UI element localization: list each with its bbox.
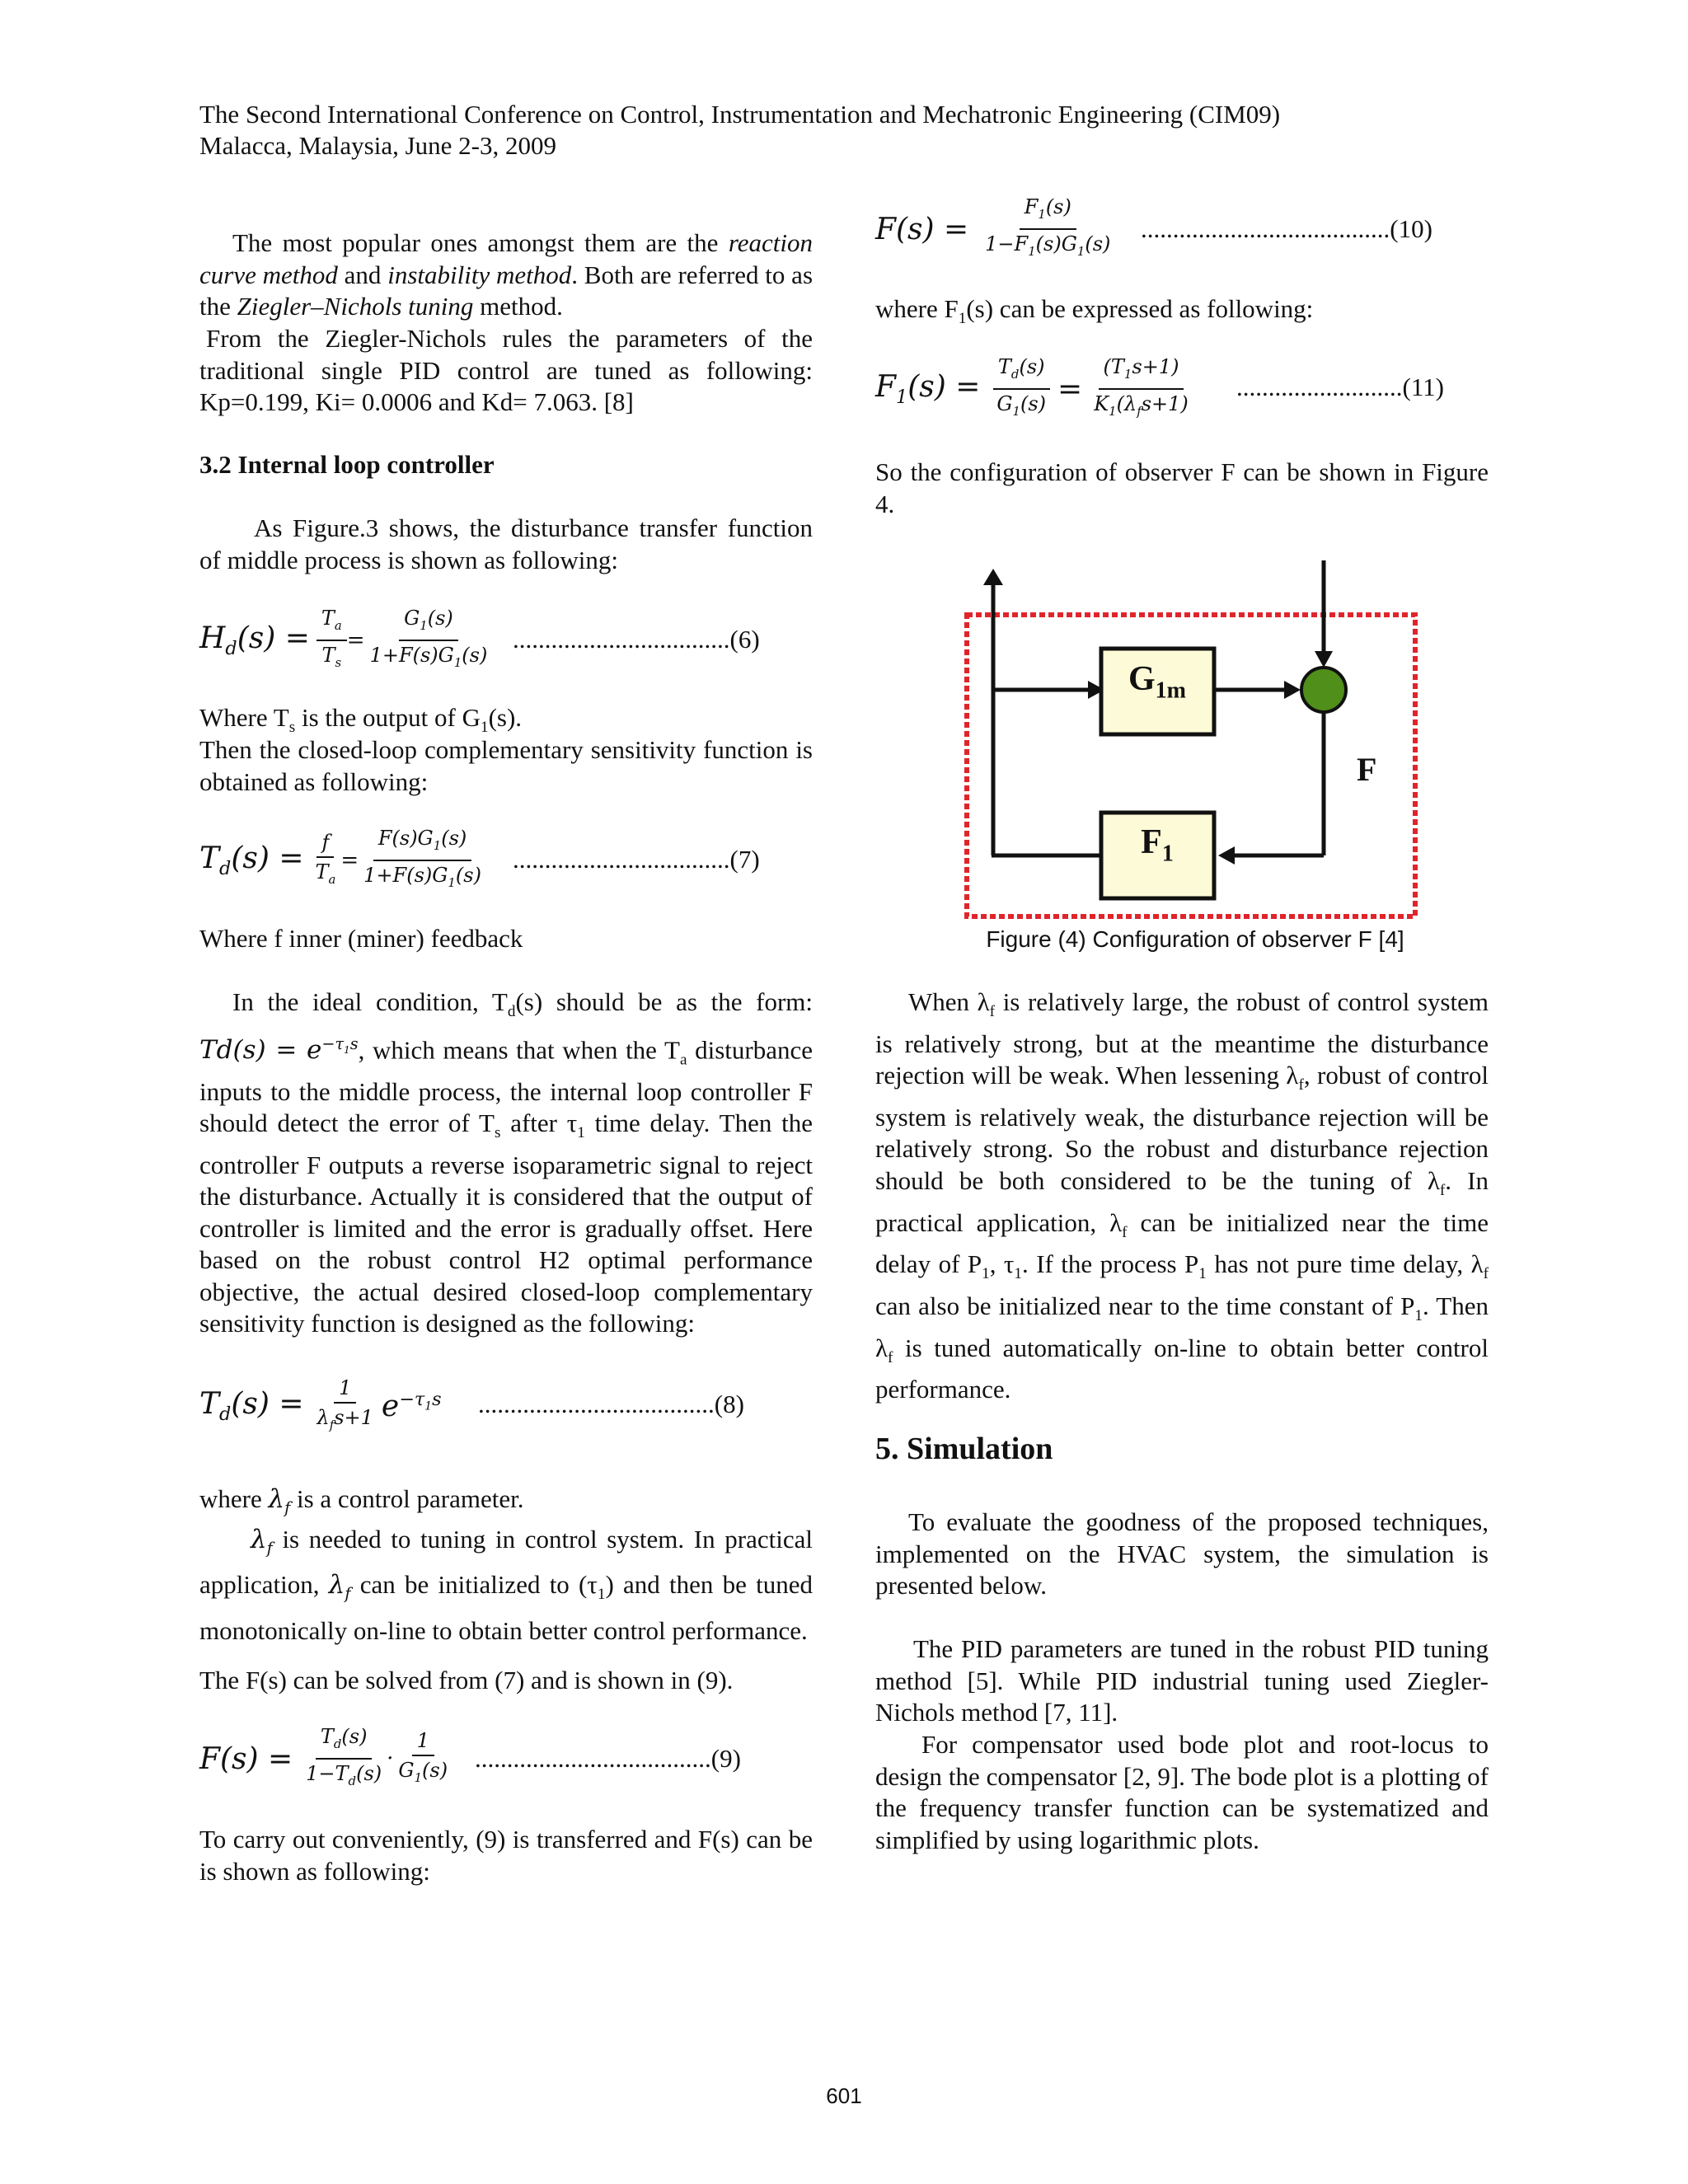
- equation-8: $T_d(s)$ = $\frac{1}{\lambda_fs+1}$ $e^{-\tau_1s}$: [199, 1376, 442, 1432]
- right-paragraph-lambda-discussion: When $\lambda_f$ is relatively large, the robust of control system is relatively strong, but at the meantime the disturbance rejection will be weak. When lessening $\lambda_f$, robust of control system is relatively weak, the disturbance rejection will be relatively strong. So the robust and disturbance rejection should be both considered to be the tuning of $\lambda_f$. In practical application, $\lambda_f$ can be initialized near the time delay of $P_1$, $\tau_1$. If the process $P_1$ has not pure time delay, $\lambda_f$ can also be initialized near to the time constant of $P_1$. Then $\lambda_f$ is tuned automatically on-line to obtain better control performance.: [875, 987, 1489, 1404]
- output-arrowhead: [983, 569, 1003, 585]
- right-paragraph-pid-tuning: The PID parameters are tuned in the robust PID tuning method [5]. While PID industrial tuning used Ziegler-Nichols method [7, 11].: [875, 1634, 1489, 1727]
- section-heading-5-simulation: 5. Simulation: [875, 1432, 1053, 1466]
- conference-header-line1: The Second International Conference on Control, Instrumentation and Mechatronic Engineering (CIM09): [199, 100, 1281, 129]
- equation-10: F(s) = $\frac{F_1(s)}{1-F_1(s)G_1(s)}$: [875, 195, 1111, 259]
- observer-label-f: F: [1357, 751, 1377, 788]
- figure-4-observer-diagram: [956, 560, 1426, 923]
- equation-9: F(s) = $\frac{T_d(s)}{1-T_d(s)}$ · $\frac{1}{G_1(s)}$: [199, 1725, 448, 1788]
- summing-node: [1301, 668, 1346, 712]
- equation-6: $H_d(s)$ = $\frac{T_a}{T_s}$ = $\frac{G_1(s)}{1+F(s)G_1(s)}$: [199, 607, 488, 670]
- section-heading-3-2: 3.2 Internal loop controller: [199, 450, 495, 479]
- observer-block-diagram: [956, 560, 1426, 923]
- left-paragraph-ideal-condition: In the ideal condition, $T_d(s)$ should be as the form: $Td(s) = e^{-\tau_1s}$, which means that when the $T_a$ disturbance inputs to the middle process, the internal loop controller F should detect the error of $T_s$ after $\tau_1$ time delay. Then the controller F outputs a reverse isoparametric signal to reject the disturbance. Actually it is considered that the output of controller is limited and the error is gradually offset. Here based on the robust control H2 optimal performance objective, the actual desired closed-loop complementary sensitivity function is designed as the following:: [199, 987, 814, 1338]
- right-paragraph-evaluate: To evaluate the goodness of the proposed techniques, implemented on the HVAC system, the simulation is presented below.: [875, 1507, 1489, 1600]
- left-paragraph-solve-f: The F(s) can be solved from (7) and is shown in (9).: [199, 1666, 734, 1694]
- equation-6-number: ..................................(6): [513, 625, 760, 654]
- equation-11: $F_1(s)$ = $\frac{T_d(s)}{G_1(s)}$ = $\frac{(T_1s+1)}{K_1(\lambda_fs+1)}$: [875, 355, 1189, 419]
- g1m-block-label: $G_{1m}$: [1128, 660, 1186, 704]
- left-paragraph-lambda-param: where $\lambda_f$ is a control parameter.: [199, 1484, 524, 1518]
- left-paragraph-zn-rules: From the Ziegler-Nichols rules the parameters of the traditional single PID control are tuned as following: Kp=0.199, Ki= 0.0006 and Kd= 7.063. [8]: [199, 324, 813, 416]
- left-paragraph-transfer: To carry out conveniently, (9) is transferred and F(s) can be is shown as following:: [199, 1825, 813, 1886]
- left-paragraph-ts-output: Where $T_s$ is the output of $G_1(s)$.: [199, 703, 523, 737]
- right-paragraph-observer-config: So the configuration of observer F can be shown in Figure 4.: [875, 457, 1489, 518]
- equation-10-number: .......................................(10): [1141, 214, 1432, 243]
- equation-7: $T_d(s)$ = $\frac{f}{T_a}$ = $\frac{F(s)G_1(s)}{1+F(s)G_1(s)}$: [199, 827, 481, 890]
- figure-4-caption: Figure (4) Configuration of observer F [4]: [986, 926, 1404, 952]
- equation-7-number: ..................................(7): [513, 845, 760, 874]
- page-number: 601: [826, 2083, 862, 2108]
- right-paragraph-f1-expression: where $F_1(s)$ can be expressed as following:: [875, 294, 1314, 328]
- equation-8-number: .....................................(8): [478, 1390, 744, 1418]
- equation-9-number: .....................................(9): [475, 1744, 741, 1773]
- left-paragraph-lambda-tuning: $\lambda_f$ is needed to tuning in control system. In practical application, $\lambda_f$ can be initialized to $(\tau_1)$ and then be tuned monotonically on-line to obtain better control performance.: [199, 1525, 814, 1646]
- right-paragraph-compensator: For compensator used bode plot and root-locus to design the compensator [2, 9]. The bode plot is a plotting of the frequency transfer function can be systematized and simplified by using logarithmic plots.: [875, 1730, 1489, 1854]
- conference-header-line2: Malacca, Malaysia, June 2-3, 2009: [199, 131, 557, 160]
- left-paragraph-inner-feedback: Where f inner (miner) feedback: [199, 924, 523, 953]
- f1-block-label: $F_1$: [1141, 823, 1174, 867]
- left-paragraph-figure3: As Figure.3 shows, the disturbance transfer function of middle process is shown as following:: [199, 513, 813, 574]
- left-paragraph-tuning-methods: The most popular ones amongst them are the reaction curve method and instability method. Both are referred to as the Ziegler–Nichols tuning method.: [199, 228, 814, 321]
- left-paragraph-closed-loop: Then the closed-loop complementary sensitivity function is obtained as following:: [199, 735, 813, 796]
- equation-11-number: ..........................(11): [1236, 373, 1444, 401]
